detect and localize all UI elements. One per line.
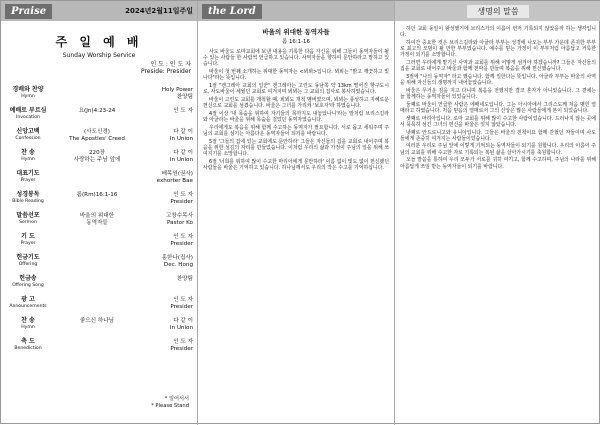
order-item-leader-ko: 다 같 이 — [173, 318, 193, 324]
order-item-detail-line1: 요(Jn)4:23-24 — [78, 108, 116, 114]
order-item-en: Hymn — [21, 324, 35, 330]
continuation-paragraph: 3절에 "나의 동역자" 라고 했습니다. 함께 일한다는 뜻입니다. 아굴라 부부는 바울의 사역을 위해 자신들의 생명까지 내어놓았습니다. — [400, 73, 596, 87]
sermon-paragraph: 6절 '너희를 위하여 많이 수고한 마리아에게 문안하라' 이름 없이 빛도 없이 헌신했던 사람들을 바울은 기억하고 있습니다. 하나님께서도 우리의 작은 수고를 기억하십니다. — [203, 158, 389, 171]
order-item-ko: 대표기도 — [16, 170, 40, 177]
sermon-text — [203, 49, 389, 171]
order-item-leader-ko: 찬양팀 — [176, 276, 193, 282]
continuation-paragraph: 셋째로 마리아입니다. 로마 교회를 위해 많이 수고한 사람이었습니다. 드러나지 않는 곳에서 묵묵히 섬긴 그녀의 헌신을 바울은 잊지 않았습니다. — [400, 115, 596, 128]
order-item-name — [5, 234, 51, 247]
order-item-name — [5, 255, 51, 268]
order-item-en: Prayer — [20, 177, 36, 183]
continuation-paragraph: 하던 교회 동일이 왕성했기에 브리스가의 이름이 먼저 기록되지 않았을까 하는 생각입니다. — [400, 26, 596, 39]
order-item-en: Sermon — [19, 219, 37, 225]
order-row — [5, 150, 193, 171]
order-item-ko: 성경봉독 — [16, 191, 40, 198]
order-item-leader-ko: Holy Power — [161, 87, 193, 93]
order-row — [5, 297, 193, 318]
the-lord-label: the Lord — [202, 4, 262, 19]
word-of-life-column — [395, 1, 600, 425]
order-item-name — [5, 108, 51, 121]
praise-label: Praise — [5, 4, 52, 19]
order-item-name — [5, 276, 51, 289]
sermon-continuation-text — [400, 26, 596, 170]
continuation-paragraph: 여러분 우리도 주님 앞에 이렇게 기억되는 동역자들이 되기를 원합니다. 우리의 이름이 주님의 교회를 위해 수고한 자로 기록되는 복된 삶을 살아가시기를 축원합니다. — [400, 143, 596, 156]
order-item-ko: 광 고 — [21, 296, 35, 303]
order-item-leader-en: In Union — [169, 135, 193, 142]
order-item-en: Invocation — [16, 114, 40, 120]
order-row — [5, 318, 193, 339]
order-row — [5, 234, 193, 255]
middle-header-bar — [198, 1, 394, 21]
order-row — [5, 108, 193, 129]
order-item-name — [5, 87, 51, 100]
order-item-leader — [143, 171, 193, 184]
order-item-name — [5, 171, 51, 184]
order-item-name — [5, 318, 51, 331]
continuation-paragraph: 오늘 말씀을 통하여 우리 모두가 서로를 귀히 여기고, 함께 수고하며, 주님의 나라를 위해 아름답게 쓰임 받는 동역자들이 되기를 바랍니다. — [400, 157, 596, 170]
sermon-paragraph: 바울이 고린도 교회를 개척할 때, 뵈뵈도 개척 멤버였으며, 뵈뵈는 풍성하고 지혜로운 헌신으로 교회를 섬겼습니다. 바울은 그녀를 가리켜 '보호자'라 하였습니다. — [203, 96, 389, 110]
order-item-leader-en: Presider — [170, 198, 193, 205]
order-item-en: Hymn — [21, 93, 35, 99]
order-item-ko: 찬 송 — [21, 149, 35, 156]
order-item-detail-line1: 좋으신 하나님 — [79, 318, 115, 324]
order-item-ko: 찬 송 — [21, 317, 35, 324]
order-item-leader — [143, 108, 193, 115]
order-item-leader-en: In Union — [169, 324, 193, 331]
order-item-leader-ko: 인 도 자 — [173, 108, 193, 114]
order-row — [5, 171, 193, 192]
order-item-leader-ko: 인 도 자 — [173, 339, 193, 345]
order-item-leader — [143, 234, 193, 247]
order-row — [5, 129, 193, 150]
order-item-en: Bible Reading — [12, 198, 44, 204]
order-row — [5, 213, 193, 234]
order-item-detail-line1: 롬(Rm)16:1-16 — [76, 192, 118, 198]
order-item-detail — [51, 108, 143, 115]
standing-note-en: * Please Stand — [151, 402, 189, 409]
order-item-detail-line2: The Apostles' Creed — [69, 135, 125, 142]
order-item-detail — [51, 213, 143, 226]
order-item-ko: 헌금송 — [19, 275, 37, 282]
order-item-leader-ko: 고창수목사 — [165, 213, 193, 219]
continuation-paragraph: 둘째로 바울이 언급한 사람은 에배네도입니다. 그는 아시아에서 그리스도께 처음 맺힌 열매라고 하였습니다. 처음 믿음의 열매로서 그의 신앙은 많은 사람들에게 본이 되었습니다. — [400, 101, 596, 114]
order-item-leader — [143, 213, 193, 226]
order-item-en: Prayer — [20, 240, 36, 246]
service-date: 2024년2월11일주일 — [125, 7, 193, 15]
order-item-ko: 기 도 — [21, 233, 35, 240]
order-item-leader-ko: 인 도 자 — [173, 192, 193, 198]
presider-en: Preside: Presider — [140, 68, 191, 75]
order-item-en: Confession — [15, 135, 41, 141]
sermon-reference: 롬 16:1-16 — [282, 39, 310, 45]
sermon-column — [198, 1, 395, 425]
order-item-leader — [143, 276, 193, 283]
order-row — [5, 339, 193, 360]
order-item-en: Hymn — [21, 156, 35, 162]
order-row — [5, 276, 193, 297]
order-item-detail-line1: (사도신경) — [84, 129, 110, 135]
service-title — [1, 33, 197, 59]
order-item-ko: 헌금기도 — [16, 254, 40, 261]
order-item-detail-line1: 220장 — [88, 150, 106, 156]
order-item-detail — [51, 150, 143, 163]
order-row — [5, 192, 193, 213]
order-item-name — [5, 213, 51, 226]
order-item-en: Offering — [18, 261, 38, 267]
order-item-leader-en: Presider — [170, 240, 193, 247]
order-item-en: Offering Song — [12, 282, 44, 288]
order-item-detail-line1: 바울의 위대한 — [79, 213, 115, 219]
order-item-leader — [143, 318, 193, 331]
order-item-name — [5, 339, 51, 352]
order-item-leader — [143, 339, 193, 352]
order-item-leader-en: Pastor Ko — [167, 219, 193, 226]
order-item-leader-en: In Union — [169, 156, 193, 163]
order-item-leader-en: Dec. Hong — [163, 261, 193, 268]
continuation-paragraph: 바울은 무거운 짐을 지고 다니며 복음을 전했지만 결코 혼자가 아니었습니다. 그 곁에는 늘 함께하는 동역자들이 있었습니다. — [400, 87, 596, 101]
standing-note — [151, 396, 189, 409]
order-item-name — [5, 150, 51, 163]
order-item-leader-en: exhorter Bae — [156, 177, 193, 184]
service-title-en: Sunday Worship Service — [62, 52, 136, 59]
order-item-leader — [143, 87, 193, 100]
continuation-paragraph: 하여간 중요한 것은 브리스길라와 아굴라 부부는 성경에 나오는 부부 가운데 존귀한 부부로 최고의 모범이 될 만한 부부였습니다. 예수를 믿는 가정이 이 부부처럼 아름답고 거룩한 가정이 되기를 소망합니다. — [400, 39, 596, 59]
order-item-leader-en: Presider — [170, 303, 193, 310]
order-row — [5, 255, 193, 276]
order-of-worship-column — [1, 1, 198, 425]
order-item-leader-ko: 인 도 자 — [173, 234, 193, 240]
order-item-leader-ko: 배목원(권사) — [161, 171, 193, 177]
order-item-leader — [143, 192, 193, 205]
order-item-ko: 축 도 — [21, 338, 35, 345]
order-item-leader — [143, 150, 193, 163]
order-item-leader-ko: 홍한나(집사) — [161, 255, 193, 261]
order-item-name — [5, 192, 51, 205]
order-item-en: Benediction — [14, 345, 42, 351]
order-item-detail-line2: 동역자들 — [86, 219, 108, 226]
order-item-name — [5, 129, 51, 142]
continuation-paragraph: 넷째로 안드로니고와 유니아입니다. 그들은 바울의 친척이요 함께 갇혔던 자들이며 사도들에게 존중히 여겨지는 사람들이었습니다. — [400, 129, 596, 142]
order-item-ko: 예배로 부르심 — [9, 107, 47, 114]
presider-ko: 인 도 : 인 도 자 — [150, 61, 191, 68]
sermon-paragraph: 4절 이상 '내 목숨을 위하여 자기들의 목까지도 내놓았나니'라는 말처럼 브리스길라와 아굴라는 바울을 위해 목숨을 걸었던 동역자였습니다. — [203, 110, 389, 124]
order-item-ko: 신앙고백 — [16, 128, 40, 135]
standing-note-ko: * 일어서서 — [164, 396, 189, 403]
order-item-detail-line2: 사랑하는 주님 앞에 — [73, 156, 121, 163]
order-item-ko: 경배와 찬양 — [12, 86, 44, 93]
order-item-leader-ko: 다 같 이 — [173, 129, 193, 135]
order-item-ko: 말씀선포 — [16, 212, 40, 219]
presider-block — [141, 61, 191, 75]
continuation-paragraph: 그러면 우리에게 맡기신 사역과 교회를 위해 어떻게 섬겨야 하겠습니까? 그들은 자신들의 집을 교회로 내어주고 바울과 함께 천막을 만들며 복음을 위해 헌신했습니다. — [400, 60, 596, 73]
order-item-leader-en: 찬양팀 — [176, 93, 193, 100]
order-item-leader — [143, 255, 193, 268]
order-item-leader — [143, 297, 193, 310]
sermon-paragraph: 1절 "겐그레아 교회의 일꾼" 겐그레아는 고린도 동남쪽 약 13km 떨어진 항구도시로, 사도바울이 세웠던 교회로 여겨지며 뵈뵈는 그 교회의 집사로 봉사하였습니다. — [203, 83, 389, 96]
order-item-leader-ko: 다 같 이 — [173, 150, 193, 156]
sermon-paragraph: 사도 바울도 로마교회에 보낸 내용을 기록한 다음 자신을 위해 그들이 동역자들이 될 수 있는 사람들 한 사람씩 언급하고 있습니다. 사역자들을 향하여 문안하라고 말하고 있습니다. — [203, 49, 389, 68]
sermon-paragraph: 우리에게도 복음을 위해 함께 수고하는 동역자가 필요합니다. 서로 돕고 세워주며 주님의 교회를 섬기는 아름다운 동역자들이 되기를 바랍니다. — [203, 124, 389, 137]
sermon-paragraph: 바울이 첫 번째 소개하는 위대한 동역자는 <뵈뵈>입니다. 뵈뵈는 "밝고 깨끗하고 빛나다"라는 뜻입니다. — [203, 69, 389, 82]
order-item-en: Announcements — [9, 303, 47, 309]
order-row — [5, 87, 193, 108]
order-item-detail — [51, 129, 143, 142]
order-item-detail — [51, 192, 143, 199]
sermon-title: 바울의 위대한 동역자들 — [262, 28, 330, 36]
order-item-name — [5, 297, 51, 310]
order-item-leader — [143, 129, 193, 142]
word-of-life-title: 생명의 말씀 — [467, 5, 528, 18]
order-item-leader-ko: 인 도 자 — [173, 297, 193, 303]
right-header-bar — [395, 1, 600, 21]
service-title-ko: 주 일 예 배 — [55, 35, 143, 49]
sermon-paragraph: 5절 '그들의 집에 있는 교회에도 문안하라' 그들은 자신들의 집을 교회로 내어주며 복음을 위한 섬김의 자리를 만들었습니다. 이처럼 우리의 삶과 가정이 주님의 일을 위해 쓰여지기를 소망합니다. — [203, 138, 389, 158]
left-header-bar — [1, 1, 197, 21]
order-list — [5, 87, 193, 360]
order-item-leader-en: Presider — [170, 345, 193, 352]
order-item-detail — [51, 318, 143, 325]
